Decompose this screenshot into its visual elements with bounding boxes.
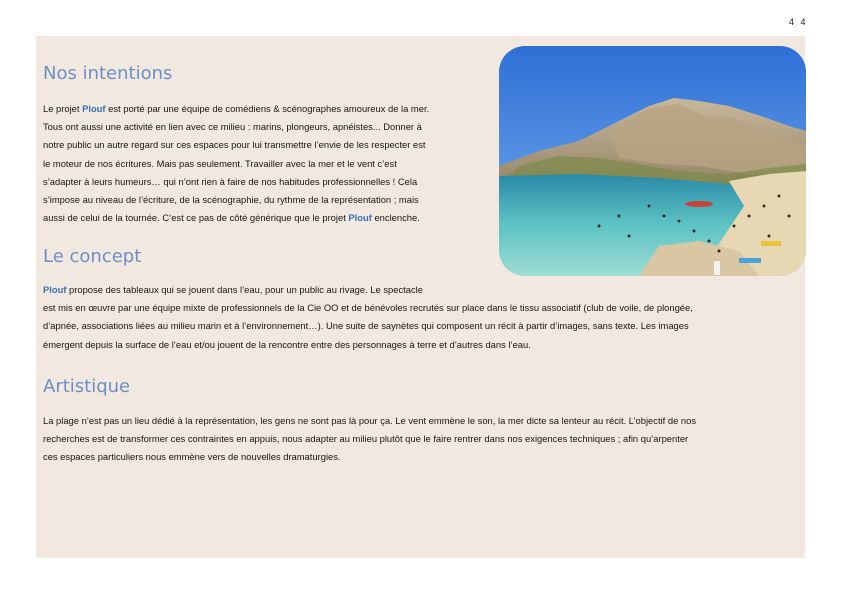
plouf-highlight: Plouf (43, 284, 67, 295)
concept-paragraph: Plouf propose des tableaux qui se jouent dans l’eau, pour un public au rivage. Le spectacle est mis en œuvre par une équipe mixte de professionnels de la Cie OO et de bénévoles recrutés sur place dans le tissu associatif (club de voile, de plongée, d’apnée, associations liées au milieu marin et à l’environnement…). Une suite de saynètes qui composent un récit à partir d’images, sans texte. Les images émergent depuis la surface de l’eau et/ou jouent de la rencontre entre des personnages à terre et d’autres dans l’eau. (43, 284, 693, 350)
intentions-paragraph: Le projet Plouf est porté par une équipe de comédiens & scénographes amoureux de la mer. Tous ont aussi une activité en lien avec ce milieu : marins, plongeurs, apnéistes... Donner à notre public un autre regard sur ces espaces pour lui transmettre l’envie de les respecter est le moteur de nos écritures. Mais pas seulement. Travailler avec la mer et le vent c’est s’adapter à leurs humeurs… qui n’ont rien à faire de nos habitudes professionnelles ! Cela s’impose au niveau de l’écriture, de la scénographie, du rythme de la représentation ; mais aussi de celui de la tournée. C’est ce pas de côté générique que le projet Plouf enclenche. (43, 103, 430, 224)
plouf-highlight: Plouf (82, 103, 106, 114)
section-title-artistique: Artistique (43, 376, 131, 397)
beach-photo (499, 46, 806, 276)
section-title-concept: Le concept (43, 246, 142, 267)
page-number: 4 4 (789, 17, 808, 27)
plouf-highlight: Plouf (348, 212, 372, 224)
section-title-intentions: Nos intentions (43, 63, 173, 84)
artistique-paragraph: La plage n’est pas un lieu dédié à la représentation, les gens ne sont pas là pour ça. Le vent emmène le son, la mer dicte sa lenteur au récit. L’objectif de nos recherches est de transformer ces contraintes en appuis, nous adapter au milieu plutôt que le faire rentrer dans nos exigences techniques ; afin qu’arpenter ces espaces particuliers nous emmène vers de nouvelles dramaturgies. (43, 415, 697, 463)
